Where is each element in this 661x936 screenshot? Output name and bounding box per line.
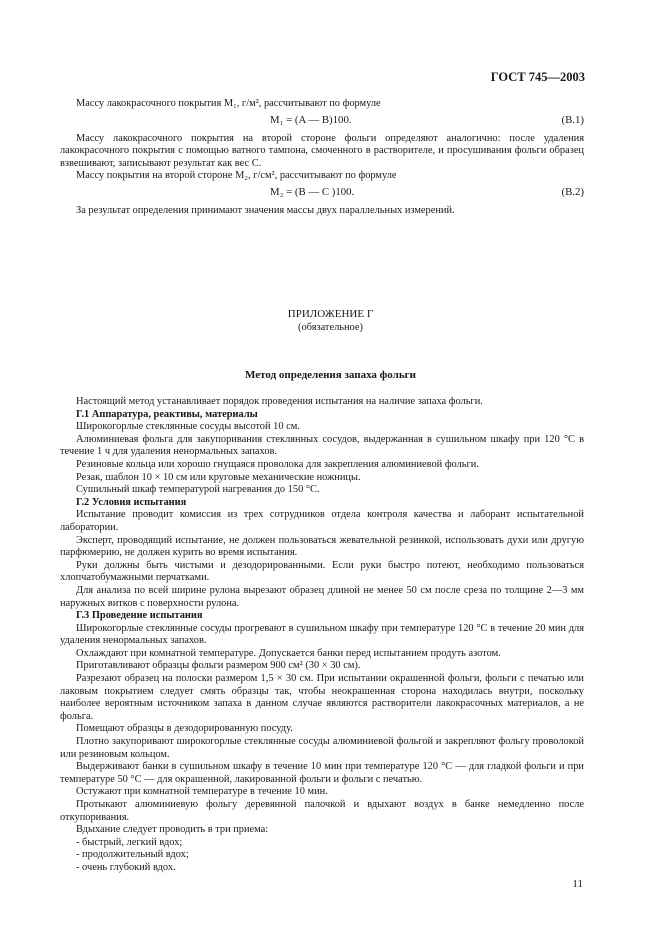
method-title: Метод определения запаха фольги xyxy=(245,369,416,381)
list-item: Руки должны быть чистыми и дезодорированными. Если руки быстро потеют, необходимо пользоваться хлопчатобумажными перчатками. xyxy=(60,559,584,584)
formula-b1 xyxy=(60,111,584,129)
formula-expression: M₂ = (B — C )100. xyxy=(270,185,355,198)
list-item: Резак, шаблон 10 × 10 см или круговые механические ножницы. xyxy=(76,471,361,483)
list-item: Сушильный шкаф температурой нагревания до 150 °С. xyxy=(76,484,320,496)
formula-b2 xyxy=(60,183,584,201)
list-item: Охлаждают при комнатной температуре. Допускается банки перед испытанием продуть азотом. xyxy=(76,647,501,659)
list-item: Резиновые кольца или хорошо гнущаяся проволока для закрепления алюминиевой фольги. xyxy=(76,458,479,470)
bullet-item: - продолжительный вдох; xyxy=(76,849,189,861)
section-heading: Г.2 Условия испытания xyxy=(76,496,187,508)
paragraph: Массу лакокрасочного покрытия M₁, г/м², рассчитывают по формуле xyxy=(76,98,381,109)
formula-number: (B.2) xyxy=(561,185,584,198)
list-item: Протыкают алюминиевую фольгу деревянной палочкой и вдыхают воздух в банке немедленно после откупоривания. xyxy=(60,799,584,823)
document-code-header: ГОСТ 745—2003 xyxy=(490,70,585,84)
list-item: Остужают при комнатной температуре в течение 10 мин. xyxy=(76,786,328,798)
paragraph: Массу покрытия на второй стороне M₂, г/см², рассчитывают по формуле xyxy=(76,170,397,182)
list-item: Широкогорлые стеклянные сосуды прогревают в сушильном шкафу при температуре 120 °С в течение 20 мин для удаления ненормальных запахов. xyxy=(60,622,584,647)
list-item: Помещают образцы в дезодорированную посуду. xyxy=(76,723,293,735)
formula-expression: M₁ = (A — B)100. xyxy=(270,113,352,126)
appendix-subtitle: (обязательное) xyxy=(298,322,363,333)
formula-number: (B.1) xyxy=(561,113,584,126)
paragraph: Настоящий метод устанавливает порядок проведения испытания на наличие запаха фольги. xyxy=(76,396,483,407)
method-body xyxy=(60,396,584,875)
list-item: Выдерживают банки в сушильном шкафу в течение 10 мин при температуре 120 °С — для гладкой фольги и при температуре 50 °С — для окрашенной, лакированной фольги и фольги с печатью. xyxy=(60,761,584,785)
paragraph: Массу лакокрасочного покрытия на второй стороне фольги определяют аналогично: после удаления лакокрасочного покрытия с помощью ватного тампона, смоченного в растворителе, и просушивания фольги образец взвешивают, записывают результат как вес C. xyxy=(60,132,584,169)
bullet-item: - очень глубокий вдох. xyxy=(76,861,176,873)
list-item: Испытание проводит комиссия из трех сотрудников отдела контроля качества и лаборант испытательной лаборатории. xyxy=(60,509,584,533)
list-item: Эксперт, проводящий испытание, не должен пользоваться жевательной резинкой, использовать духи или другую парфюмерию, не должен курить во время испытания. xyxy=(60,534,584,559)
list-item: Широкогорлые стеклянные сосуды высотой 10 см. xyxy=(76,421,300,433)
section-heading: Г.1 Аппаратура, реактивы, материалы xyxy=(76,408,258,420)
section-heading: Г.3 Проведение испытания xyxy=(76,610,203,622)
formula-section xyxy=(60,98,584,218)
list-item: Алюминиевая фольга для закупоривания стеклянных сосудов, выдержанная в сушильном шкафу при 120 °С в течение 1 ч для удаления ненормальных запахов. xyxy=(60,433,584,458)
list-item: Для анализа по всей ширине рулона вырезают образец длиной не менее 50 см после среза по толщине 2—3 мм наружных витков с поверхности рулона. xyxy=(60,584,584,609)
paragraph: За результат определения принимают значения массы двух параллельных измерений. xyxy=(76,204,455,216)
list-item: Вдыхание следует проводить в три приема: xyxy=(76,824,269,836)
list-item: Плотно закупоривают широкогорлые стеклянные сосуды алюминиевой фольгой и закрепляют фольгу проволокой или резиновым кольцом. xyxy=(60,736,584,760)
list-item: Разрезают образец на полоски размером 1,5 × 30 см. При испытании окрашенной фольги, фольги с печатью или лаковым покрытием следует смять образцы так, чтобы неокрашенная сторона находилась внутри, поскольку наиболее вероятным источником запаха в данном случае являются растворители лакокрасочных материалов, а не фольга. xyxy=(60,673,584,722)
bullet-item: - быстрый, легкий вдох; xyxy=(76,836,183,848)
page-number: 11 xyxy=(572,878,583,890)
list-item: Приготавливают образцы фольги размером 900 см² (30 × 30 см). xyxy=(76,660,361,672)
appendix-title: ПРИЛОЖЕНИЕ Г xyxy=(287,308,374,320)
